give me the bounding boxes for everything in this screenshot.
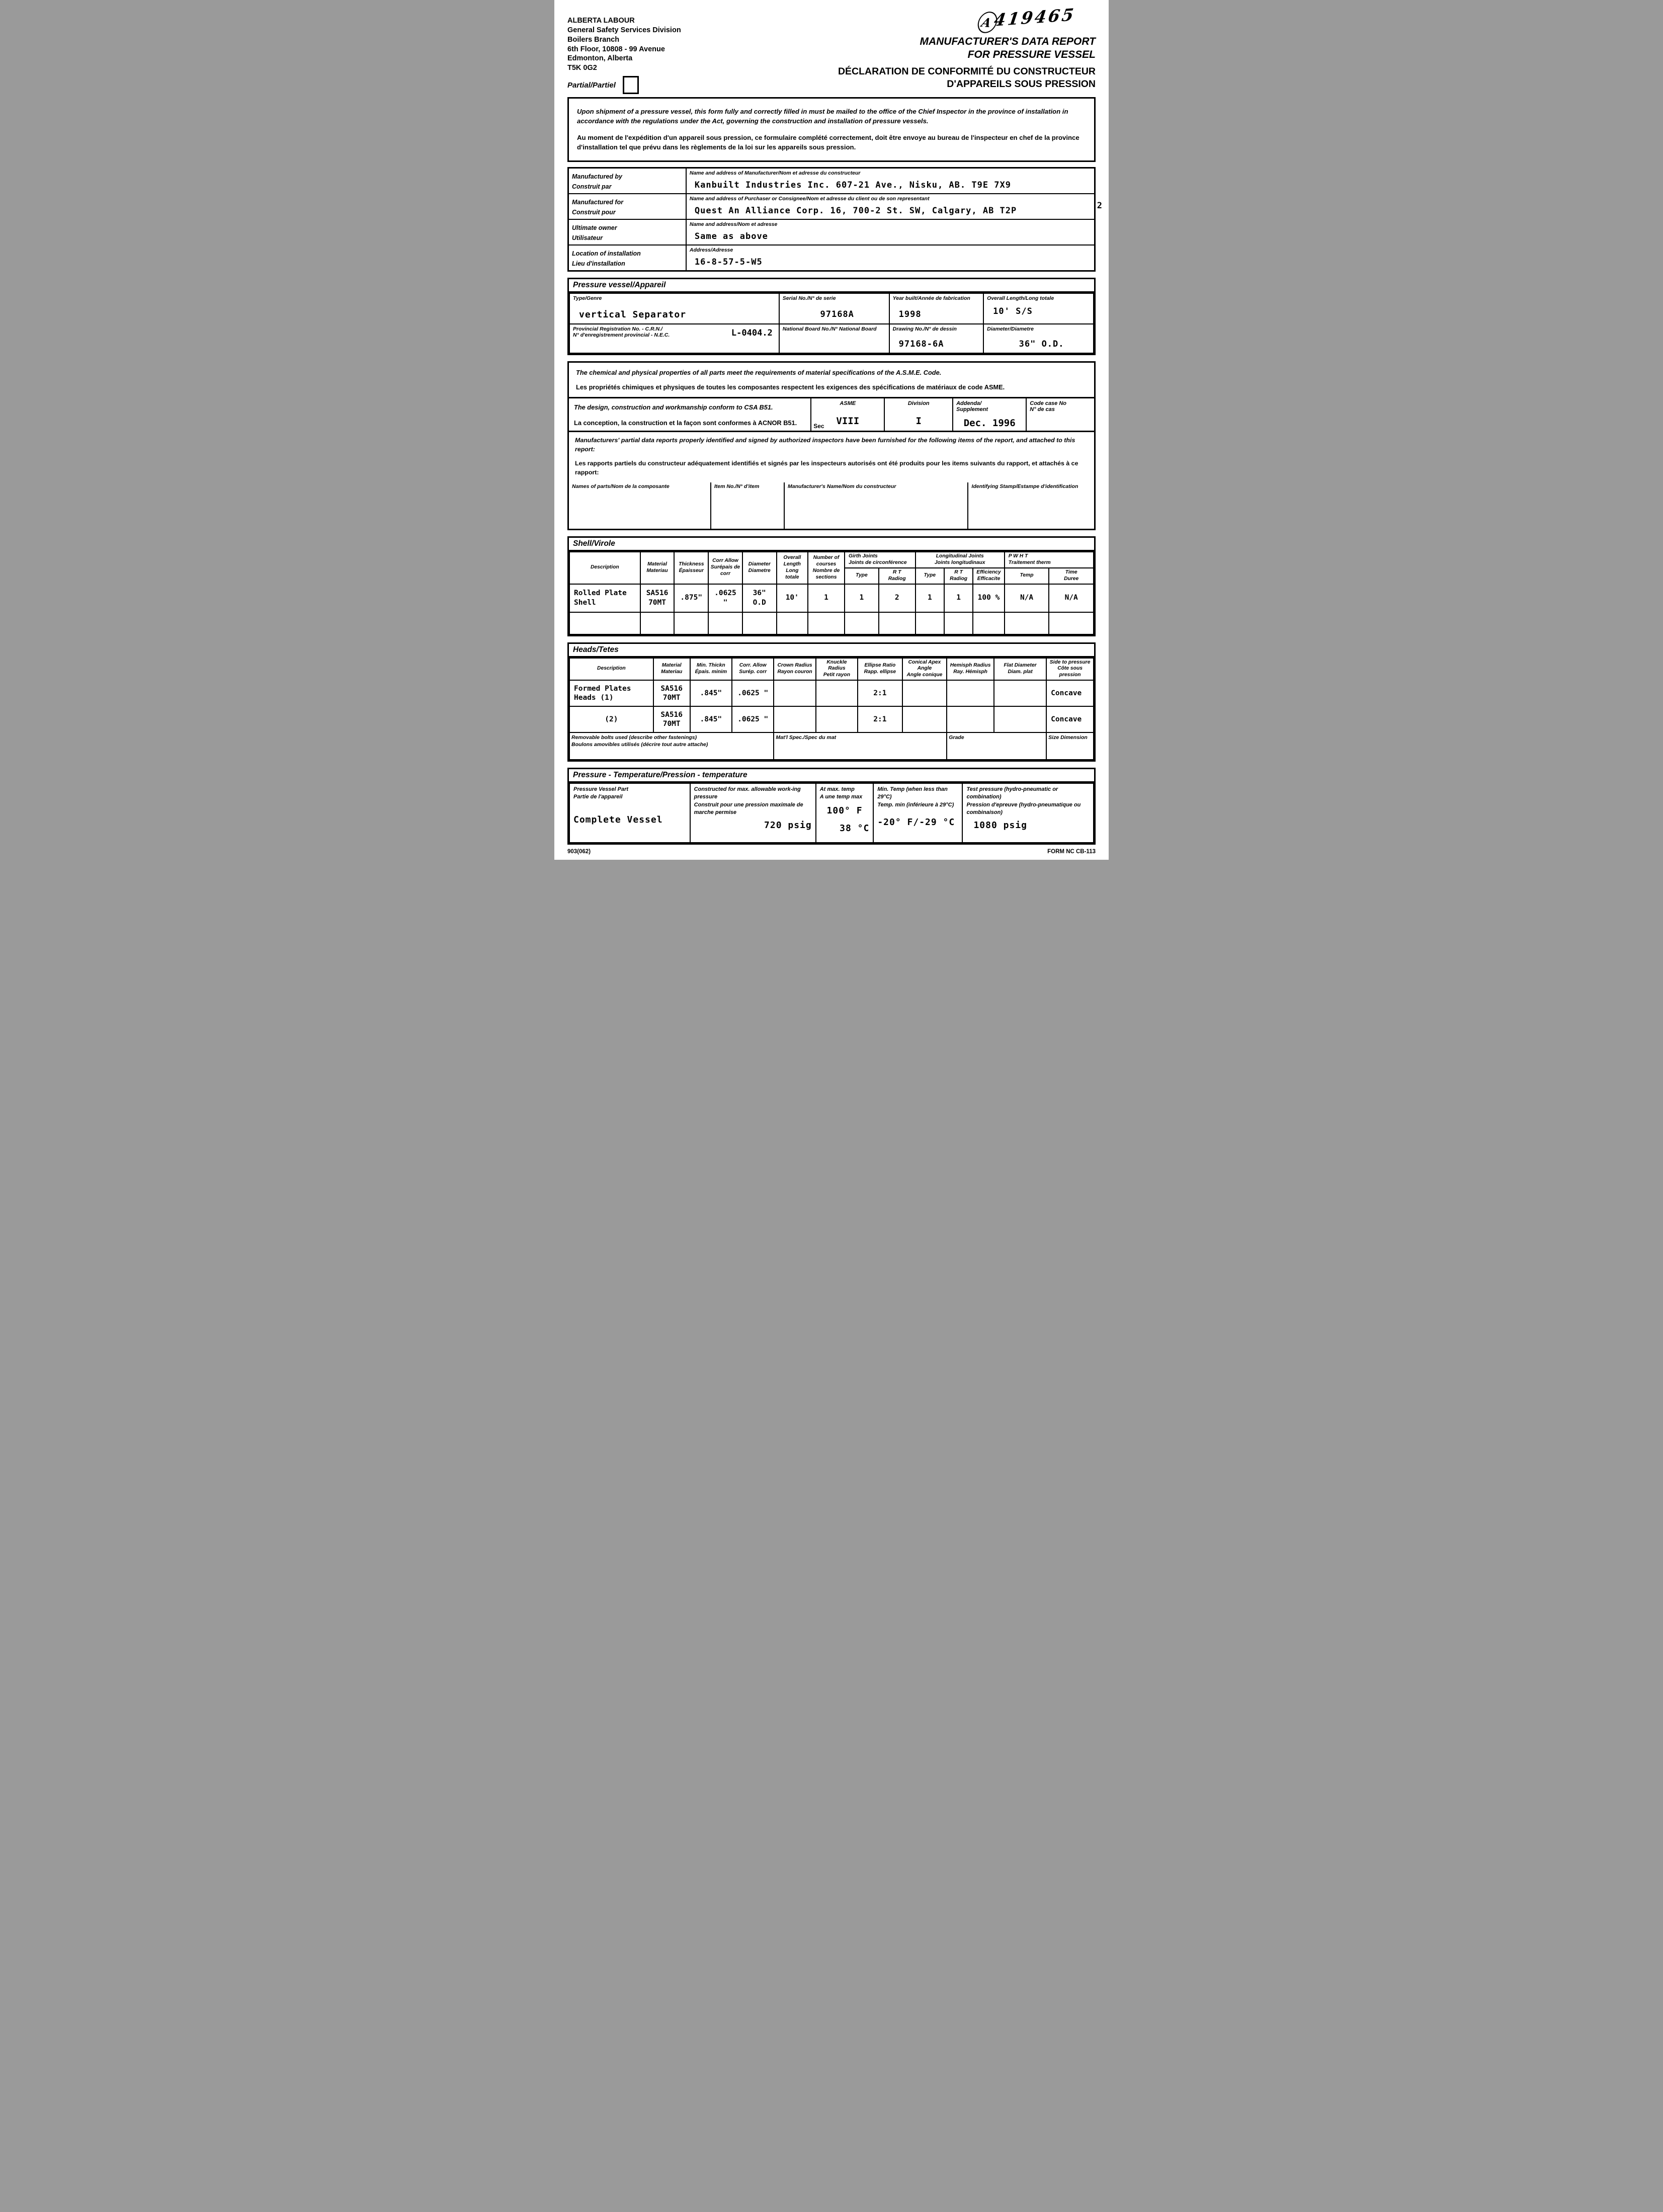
column-header-thickness [674, 552, 708, 584]
crn-value: L-0404.2 [731, 327, 773, 338]
column-header-material [653, 658, 690, 681]
shell-girth-type-value: 1 [845, 584, 879, 612]
head2-material-value: SA516 70MT [653, 706, 690, 732]
circled-a-mark: A [975, 11, 1000, 33]
head2-min-thickness-value: .845" [690, 706, 732, 732]
empty-cell [774, 706, 815, 732]
diameter-label: Diameter/Diametre [987, 325, 1034, 332]
removable-bolts-label [569, 732, 774, 760]
mawp-cell [690, 783, 816, 843]
header-en: Corr Allow [712, 558, 738, 564]
shell-thickness-value: .875" [674, 584, 708, 612]
group-header-girth-joints [845, 552, 916, 568]
max-temp-label-fr: A une temp max [819, 794, 863, 800]
header-fr: Rapp. ellipse [864, 669, 896, 675]
column-header-hemisph-radius [947, 658, 994, 681]
min-temp-value: -20° F/-29 °C [877, 817, 955, 828]
title-block [747, 4, 1096, 94]
header-fr: Côte sous pression [1057, 666, 1083, 678]
asme-statement-en: The chemical and physical properties of all parts meet the requirements of material specifications of the A.S.M.E. Code. [576, 368, 942, 376]
header-fr: Joints de circonférence [849, 559, 907, 565]
header-fr: Épais. minim [695, 669, 727, 675]
empty-cell [640, 612, 675, 634]
header-fr: Rayon couron [777, 669, 812, 675]
empty-cell [916, 612, 944, 634]
header-en: Thickness [679, 561, 704, 567]
header-en: Material [661, 662, 682, 668]
handwritten-digits: 419465 [992, 4, 1077, 30]
empty-cell [994, 706, 1046, 732]
addenda-value: Dec. 1996 [963, 418, 1016, 429]
title-en-line1: MANUFACTURER'S DATA REPORT [920, 35, 1096, 47]
crn-label-line1: Provincial Registration No. - C.R.N./ [573, 325, 662, 332]
column-header-long-rt [944, 568, 973, 584]
header-en: Diameter [748, 561, 771, 567]
row-label [568, 168, 686, 194]
mawp-label-fr: Construit pour une pression maximale de marche permise [694, 801, 803, 816]
header-en: Number of courses [813, 555, 840, 567]
heads-header-row [569, 658, 1094, 681]
material-spec-cell [774, 732, 947, 760]
row-value-cell [686, 245, 1095, 271]
vessel-part-cell [569, 783, 690, 843]
year-built-label: Year built/Année de fabrication [892, 295, 970, 301]
header-fr: Radiog [950, 576, 968, 582]
header-fr: Efficacite [977, 576, 1001, 582]
code-case-label-line2: N° de cas [1030, 406, 1055, 413]
empty-cell [777, 612, 808, 634]
drawing-no-label: Drawing No./N° de dessin [892, 325, 957, 332]
column-header-corr-allow [732, 658, 774, 681]
form-code-left: 903(062) [567, 849, 591, 855]
mailing-notice-box [567, 97, 1096, 162]
ultimate-owner-value: Same as above [694, 231, 768, 241]
national-board-label: National Board No./N° National Board [782, 325, 877, 332]
header-fr: Duree [1064, 576, 1079, 582]
empty-cell [968, 494, 1094, 529]
handwritten-number [976, 5, 1076, 34]
asme-statement-fr: Les propriétés chimiques et physiques de toutes les composantes respectent les exigences des spécifications de matériaux de code ASME. [576, 383, 1005, 391]
shell-diameter-value: 36" O.D [742, 584, 777, 612]
shell-corrosion-value: .0625 " [708, 584, 742, 612]
table-row-manufactured-for [568, 194, 1095, 219]
serial-value: 97168A [820, 309, 854, 319]
agency-line: Boilers Branch [567, 35, 620, 44]
shell-efficiency-value: 100 % [973, 584, 1005, 612]
table-row-ultimate-owner [568, 219, 1095, 245]
test-pressure-cell [962, 783, 1094, 843]
heads-section [567, 642, 1096, 762]
head2-side-to-pressure-value: Concave [1046, 706, 1094, 732]
form-title-en [747, 35, 1096, 62]
column-header-side-to-pressure [1046, 658, 1094, 681]
empty-cell [845, 612, 879, 634]
row-label-en: Manufactured for [572, 198, 624, 206]
code-case-label-line1: Code case No [1030, 400, 1067, 407]
header-fr: Surépais de corr [710, 564, 740, 577]
header-en: Corr. Allow [739, 662, 767, 668]
division-value: I [916, 416, 922, 427]
header-fr: Radiog [888, 576, 906, 582]
empty-cell [944, 612, 973, 634]
year-built-cell [889, 293, 984, 324]
header-en: R T [892, 569, 901, 575]
partial-row [567, 76, 681, 94]
shell-long-type-value: 1 [916, 584, 944, 612]
header-fr: Materiau [661, 669, 683, 675]
crn-cell [569, 324, 779, 353]
min-temp-label-fr: Temp. min (inférieure à 29°C) [877, 801, 954, 808]
column-header-material [640, 552, 675, 584]
column-header-names-of-parts: Names of parts/Nom de la composante [572, 483, 670, 490]
shell-header-row-groups [569, 552, 1094, 568]
header-en: Hemisph Radius [950, 662, 991, 668]
removable-bolts-row [569, 732, 1094, 760]
shell-data-row [569, 584, 1094, 612]
partial-reports-fr: Les rapports partiels du constructeur adéquatement identifiés et signés par les inspecteurs autorisés ont été produits pour les items suivants du rapport, et attachés à ce rapport: [575, 460, 1078, 476]
bolts-label-en: Removable bolts used (describe other fastenings) [571, 734, 697, 741]
empty-cell [902, 680, 947, 706]
purchaser-name-value: Quest An Alliance Corp. 16, 700-2 St. SW, Calgary, AB T2P [694, 205, 1017, 216]
header-fr: Joints longitudinaux [934, 559, 985, 565]
header-en: Min. Thickn [697, 662, 725, 668]
vessel-part-label-fr: Partie de l'appareil [573, 794, 623, 800]
min-temp-label-en: Min. Temp (when less than 29°C) [877, 786, 948, 800]
column-header-description: Description [569, 658, 653, 681]
pressure-temperature-section [567, 768, 1096, 845]
addenda-label-line2: Supplement [956, 406, 988, 413]
column-header-number-of-courses [808, 552, 845, 584]
year-built-value: 1998 [898, 309, 922, 319]
material-spec-label: Mat'l Spec./Spec du mat [776, 734, 837, 741]
design-conformance-en: The design, construction and workmanship conform to CSA B51. [574, 403, 773, 412]
national-board-value [783, 332, 886, 338]
size-dimension-label: Size Dimension [1048, 734, 1088, 741]
header-fr: Diam. plat [1008, 669, 1033, 675]
column-header-pwht-temp: Temp [1005, 568, 1049, 584]
empty-cell [774, 680, 815, 706]
title-en-line2: FOR PRESSURE VESSEL [967, 48, 1096, 60]
heads-data-row-2 [569, 706, 1094, 732]
head1-ellipse-ratio-value: 2:1 [858, 680, 902, 706]
empty-cell [711, 494, 784, 529]
form-title-fr [747, 65, 1096, 91]
empty-cell [1049, 612, 1094, 634]
row-label-en: Ultimate owner [572, 224, 617, 231]
header-en: R T [954, 569, 963, 575]
head1-min-thickness-value: .845" [690, 680, 732, 706]
head2-description-value: (2) [569, 706, 653, 732]
column-header-item-no: Item No./N° d'item [711, 482, 784, 494]
head2-corr-allow-value: .0625 " [732, 706, 774, 732]
header-en: Time [1065, 569, 1077, 575]
column-header-girth-type: Type [845, 568, 879, 584]
row-label [568, 219, 686, 245]
column-header-corrosion-allowance [708, 552, 742, 584]
column-header-long-type: Type [916, 568, 944, 584]
mawp-label-en: Constructed for max. allowable work-ing pressure [694, 786, 801, 800]
header-fr: Traitement therm [1008, 559, 1051, 565]
section-title: Pressure vessel/Appareil [569, 279, 1094, 293]
max-temp-f-value: 100° F [826, 805, 863, 816]
empty-cell [879, 612, 916, 634]
empty-cell [947, 706, 994, 732]
grade-cell [947, 732, 1046, 760]
column-header-description: Description [569, 552, 640, 584]
empty-cell [994, 680, 1046, 706]
partial-reports-en: Manufacturers' partial data reports properly identified and signed by authorized inspectors have been furnished for the following items of the report, and attached to this report: [575, 437, 1075, 453]
header-en: Overall Length [783, 555, 801, 567]
partial-reports-statement [569, 431, 1094, 482]
type-label: Type/Genre [573, 295, 602, 301]
empty-cell [742, 612, 777, 634]
type-cell [569, 293, 779, 324]
shell-material-value: SA516 70MT [640, 584, 675, 612]
column-header-overall-length [777, 552, 808, 584]
header-en: Material [647, 561, 667, 567]
empty-cell [569, 612, 640, 634]
column-header-knuckle-radius [816, 658, 858, 681]
drawing-no-value: 97168-6A [898, 339, 944, 349]
pressure-data-row [569, 783, 1094, 843]
shell-table [569, 551, 1094, 634]
field-caption: Name and address of Purchaser or Consignee/Nom et adresse du client ou de son representant [689, 195, 930, 202]
handwritten-serial [747, 4, 1096, 30]
heads-data-row-1 [569, 680, 1094, 706]
header-fr: Angle conique [906, 672, 943, 678]
agency-line: ALBERTA LABOUR [567, 17, 635, 25]
header-en: Longitudinal Joints [936, 553, 984, 559]
form-code-right: FORM NC CB-113 [1047, 849, 1096, 855]
row-label-en: Manufactured by [572, 173, 623, 180]
column-header-conical-apex-angle [902, 658, 947, 681]
overflow-text: 2 [1097, 200, 1102, 211]
max-temp-label-en: At max. temp [819, 786, 855, 793]
section-title: Shell/Virole [569, 538, 1094, 551]
pressure-vessel-section [567, 278, 1096, 355]
shell-length-value: 10' [777, 584, 808, 612]
title-fr-line1: DÉCLARATION DE CONFORMITÉ DU CONSTRUCTEUR [838, 66, 1096, 77]
row-value-cell [686, 219, 1095, 245]
shell-pwht-time-value: N/A [1049, 584, 1094, 612]
column-header-ellipse-ratio [858, 658, 902, 681]
header-en: Efficiency [976, 569, 1001, 575]
header-en: Crown Radius [777, 662, 812, 668]
shell-section [567, 536, 1096, 636]
code-case-cell [1026, 398, 1094, 431]
design-conformance-fr: La conception, la construction et la façon sont conformes à ACNOR B51. [574, 419, 797, 427]
empty-cell [1005, 612, 1049, 634]
column-header-pwht-time [1049, 568, 1094, 584]
overall-length-label: Overall Length/Long totale [987, 295, 1054, 301]
column-header-min-thickness [690, 658, 732, 681]
row-label-fr: Utilisateur [572, 234, 603, 241]
mawp-value: 720 psig [764, 820, 812, 831]
partial-reports-table [569, 482, 1094, 529]
row-label-fr: Lieu d'installation [572, 260, 625, 267]
row-label-fr: Construit pour [572, 208, 616, 216]
type-value: vertical Separator [579, 309, 687, 320]
sec-label: Sec [813, 423, 824, 430]
vessel-part-value: Complete Vessel [573, 814, 663, 825]
vessel-row-1 [569, 293, 1094, 324]
notice-english: Upon shipment of a pressure vessel, this form fully and correctly filled in must be mailed to the office of the Chief Inspector in the province of installation in accordance with the regulations under the Act, governing the construction and installation of pressure vessels. [577, 108, 1068, 125]
installation-location-value: 16-8-57-5-W5 [694, 257, 763, 267]
agency-line: General Safety Services Division [567, 26, 681, 34]
header-en: P W H T [1008, 553, 1028, 559]
row-label-en: Location of installation [572, 250, 641, 257]
column-header-efficiency [973, 568, 1005, 584]
shell-long-rt-value: 1 [944, 584, 973, 612]
heads-table [569, 658, 1094, 761]
empty-cell [947, 680, 994, 706]
vessel-row-2 [569, 324, 1094, 353]
max-temp-c-value: 38 °C [840, 823, 870, 834]
header-fr: Diametre [748, 567, 771, 574]
column-header-crown-radius [774, 658, 815, 681]
empty-cell [816, 706, 858, 732]
shell-description-value: Rolled Plate Shell [569, 584, 640, 612]
section-title: Pressure - Temperature/Pression - temperature [569, 769, 1094, 783]
agency-address [567, 7, 681, 73]
vessel-grid [569, 293, 1094, 354]
crn-label-line2: N° d'enregistrement provincial - N.E.C. [573, 332, 670, 338]
head1-material-value: SA516 70MT [653, 680, 690, 706]
test-pressure-label-en: Test pressure (hydro-pneumatic or combination) [966, 786, 1058, 800]
agency-block [567, 7, 681, 94]
parts-empty-row [569, 494, 1094, 529]
serial-cell [779, 293, 889, 324]
header-en: Ellipse Ratio [864, 662, 896, 668]
empty-cell [784, 494, 968, 529]
division-cell [884, 398, 952, 431]
page-footer [567, 849, 1096, 855]
asme-section-value: VIII [836, 416, 860, 427]
table-row-manufactured-by [568, 168, 1095, 194]
group-header-longitudinal-joints [916, 552, 1005, 568]
head1-side-to-pressure-value: Concave [1046, 680, 1094, 706]
column-header-identifying-stamp: Identifying Stamp/Estampe d'identification [968, 482, 1094, 494]
head1-corr-allow-value: .0625 " [732, 680, 774, 706]
section-title: Heads/Tetes [569, 644, 1094, 658]
manufacturer-name-value: Kanbuilt Industries Inc. 607-21 Ave., Nisku, AB. T9E 7X9 [694, 180, 1012, 190]
shell-empty-row [569, 612, 1094, 634]
parties-table [567, 167, 1102, 272]
diameter-cell [983, 324, 1094, 353]
row-label-fr: Construit par [572, 183, 612, 190]
division-label: Division [907, 400, 930, 407]
shell-girth-rt-value: 2 [879, 584, 916, 612]
row-label [568, 194, 686, 219]
test-pressure-value: 1080 psig [973, 820, 1028, 831]
bolts-label-fr: Boulons amovibles utilisés (décrire tout autre attache) [571, 742, 708, 748]
head2-ellipse-ratio-value: 2:1 [858, 706, 902, 732]
header-en: Knuckle Radius [826, 659, 847, 672]
min-temp-cell [873, 783, 962, 843]
column-header-manufacturer-name: Manufacturer's Name/Nom du constructeur [784, 482, 968, 494]
addenda-cell [952, 398, 1026, 431]
empty-cell [973, 612, 1005, 634]
max-temp-cell [816, 783, 874, 843]
header-fr: Long totale [785, 567, 799, 580]
drawing-no-cell [889, 324, 984, 353]
header-fr: Ray. Hémisph [953, 669, 987, 675]
row-value-cell [686, 168, 1095, 194]
header-fr: Petit rayon [823, 672, 851, 678]
field-caption: Name and address of Manufacturer/Nom et adresse du constructeur [689, 170, 861, 176]
agency-line: T5K 0G2 [567, 64, 597, 72]
group-header-pwht [1005, 552, 1094, 568]
header-fr: Surép. corr [739, 669, 767, 675]
header-en: Side to pressure [1049, 659, 1091, 665]
form-header [567, 4, 1096, 94]
empty-cell [708, 612, 742, 634]
design-conformance-text [569, 398, 810, 431]
partial-label: Partial/Partiel [567, 80, 616, 90]
empty-cell [816, 680, 858, 706]
addenda-label-line1: Addenda/ [956, 400, 982, 407]
empty-cell [902, 706, 947, 732]
header-en: Girth Joints [849, 553, 878, 559]
asme-code-section [567, 361, 1096, 530]
title-fr-line2: D'APPAREILS SOUS PRESSION [947, 78, 1096, 90]
empty-cell [674, 612, 708, 634]
diameter-value: 36" O.D. [1019, 339, 1064, 349]
row-label [568, 245, 686, 271]
partial-checkbox[interactable] [623, 76, 639, 94]
header-fr: Materiau [646, 567, 668, 574]
shell-pwht-temp-value: N/A [1005, 584, 1049, 612]
agency-line: 6th Floor, 10808 - 99 Avenue [567, 45, 665, 53]
field-caption: Address/Adresse [689, 247, 733, 253]
design-conformance-row [569, 397, 1094, 431]
overall-length-cell [983, 293, 1094, 324]
test-pressure-label-fr: Pression d'epreuve (hydro-pneumatique ou combinaison) [966, 801, 1081, 816]
column-header-flat-diameter [994, 658, 1046, 681]
pressure-table [569, 783, 1094, 843]
serial-label: Serial No./N° de serie [782, 295, 836, 301]
header-en: Flat Diameter [1004, 662, 1037, 668]
notice-french: Au moment de l'expédition d'un appareil sous pression, ce formulaire complété correctement, doit être envoye au bureau de l'inspecteur en chef de la province d'installation tel que prévu dans les règlements de la loi sur les appareils sous pression. [577, 134, 1079, 151]
row-value-cell [686, 194, 1102, 219]
empty-cell [569, 494, 711, 529]
vessel-part-label-en: Pressure Vessel Part [573, 786, 629, 793]
header-en: Conical Apex Angle [908, 659, 941, 672]
asme-section-cell [810, 398, 884, 431]
table-row-location [568, 245, 1095, 271]
asme-statement [569, 363, 1094, 397]
column-header-diameter [742, 552, 777, 584]
column-header-girth-rt [879, 568, 916, 584]
header-fr: Nombre de sections [812, 567, 840, 580]
empty-cell [808, 612, 845, 634]
header-fr: Épaisseur [679, 567, 704, 574]
parts-header-row [569, 482, 1094, 494]
asme-column-label: ASME [840, 400, 856, 407]
agency-line: Edmonton, Alberta [567, 54, 633, 63]
overall-length-value: 10' S/S [993, 306, 1033, 316]
shell-courses-value: 1 [808, 584, 845, 612]
field-caption: Name and address/Nom et adresse [689, 221, 778, 227]
scanned-form-page [554, 0, 1109, 860]
size-dimension-cell [1046, 732, 1094, 760]
grade-label: Grade [949, 734, 964, 741]
national-board-cell [779, 324, 889, 353]
head1-description-value: Formed Plates Heads (1) [569, 680, 653, 706]
